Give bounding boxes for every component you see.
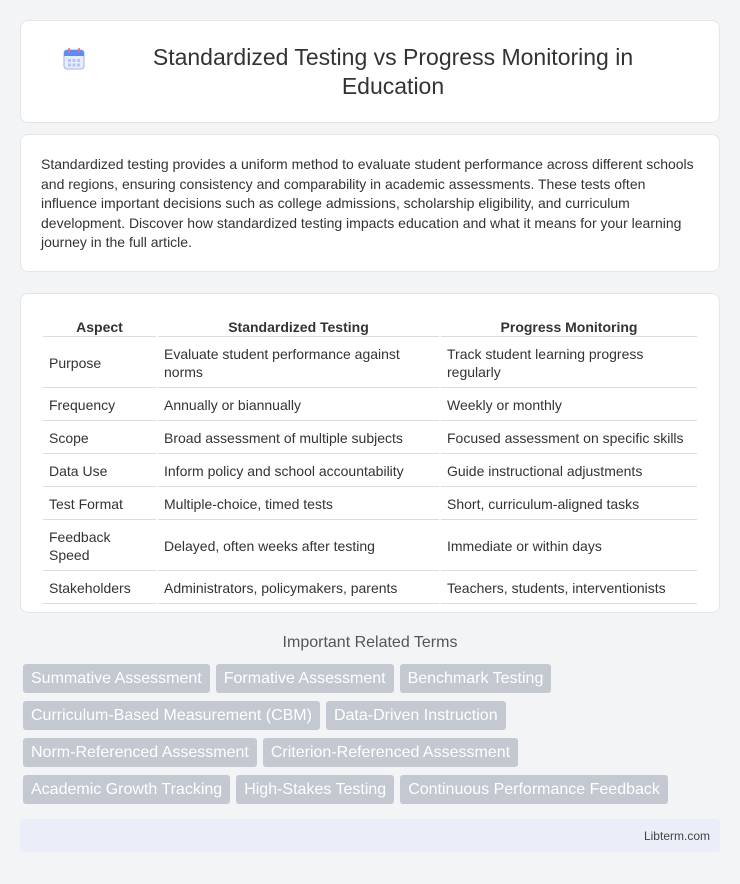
related-term-tag[interactable]: High-Stakes Testing: [236, 775, 394, 804]
related-term-tag[interactable]: Curriculum-Based Measurement (CBM): [23, 701, 320, 730]
table-cell: Test Format: [43, 489, 156, 520]
footer: [20, 819, 720, 852]
header-aspect: Aspect: [43, 316, 156, 337]
intro-card: [20, 134, 720, 272]
intro-text: Standardized testing provides a uniform method to evaluate student performance across different schools and regions, ensuring consistency and comparability in academic assessments. These tests often influence important decisions such as college admissions, scholarship eligibility, and curriculum development. Discover how standardized testing impacts education and what it means for your learning journey in the full article.: [41, 156, 694, 250]
table-cell: Short, curriculum-aligned tasks: [441, 489, 697, 520]
related-term-tag[interactable]: Criterion-Referenced Assessment: [263, 738, 518, 767]
related-term-tag[interactable]: Norm-Referenced Assessment: [23, 738, 257, 767]
table-cell: Multiple-choice, timed tests: [158, 489, 439, 520]
related-terms-list: [20, 664, 720, 804]
table-cell: Guide instructional adjustments: [441, 456, 697, 487]
table-cell: Stakeholders: [43, 573, 156, 604]
table-row: [43, 390, 697, 421]
table-cell: Evaluate student performance against norms: [158, 339, 439, 388]
table-cell: Frequency: [43, 390, 156, 421]
table-cell: Weekly or monthly: [441, 390, 697, 421]
table-cell: Focused assessment on specific skills: [441, 423, 697, 454]
table-cell: Data Use: [43, 456, 156, 487]
comparison-table-card: [20, 293, 720, 613]
table-cell: Delayed, often weeks after testing: [158, 522, 439, 571]
table-cell: Administrators, policymakers, parents: [158, 573, 439, 604]
table-cell: Broad assessment of multiple subjects: [158, 423, 439, 454]
related-terms-title: Important Related Terms: [282, 634, 458, 651]
table-cell: Purpose: [43, 339, 156, 388]
title-card: [20, 20, 720, 123]
table-row: [43, 522, 697, 571]
table-cell: Annually or biannually: [158, 390, 439, 421]
comparison-table: [41, 314, 699, 606]
header-standardized-testing: Standardized Testing: [158, 316, 439, 337]
table-cell: Feedback Speed: [43, 522, 156, 571]
table-header-row: [43, 316, 697, 337]
table-cell: Inform policy and school accountability: [158, 456, 439, 487]
table-cell: Track student learning progress regularly: [441, 339, 697, 388]
table-cell: Teachers, students, interventionists: [441, 573, 697, 604]
related-term-tag[interactable]: Continuous Performance Feedback: [400, 775, 668, 804]
table-row: [43, 456, 697, 487]
related-term-tag[interactable]: Data-Driven Instruction: [326, 701, 506, 730]
table-row: [43, 573, 697, 604]
footer-site-link[interactable]: Libterm.com: [643, 828, 710, 843]
related-term-tag[interactable]: Academic Growth Tracking: [23, 775, 230, 804]
table-row: [43, 339, 697, 388]
related-term-tag[interactable]: Summative Assessment: [23, 664, 210, 693]
table-row: [43, 423, 697, 454]
table-cell: Immediate or within days: [441, 522, 697, 571]
header-progress-monitoring: Progress Monitoring: [441, 316, 697, 337]
related-term-tag[interactable]: Formative Assessment: [216, 664, 394, 693]
related-term-tag[interactable]: Benchmark Testing: [400, 664, 552, 693]
table-cell: Scope: [43, 423, 156, 454]
table-row: [43, 489, 697, 520]
calendar-icon: [61, 46, 87, 72]
page-title: Standardized Testing vs Progress Monitoring in Education: [152, 43, 634, 99]
